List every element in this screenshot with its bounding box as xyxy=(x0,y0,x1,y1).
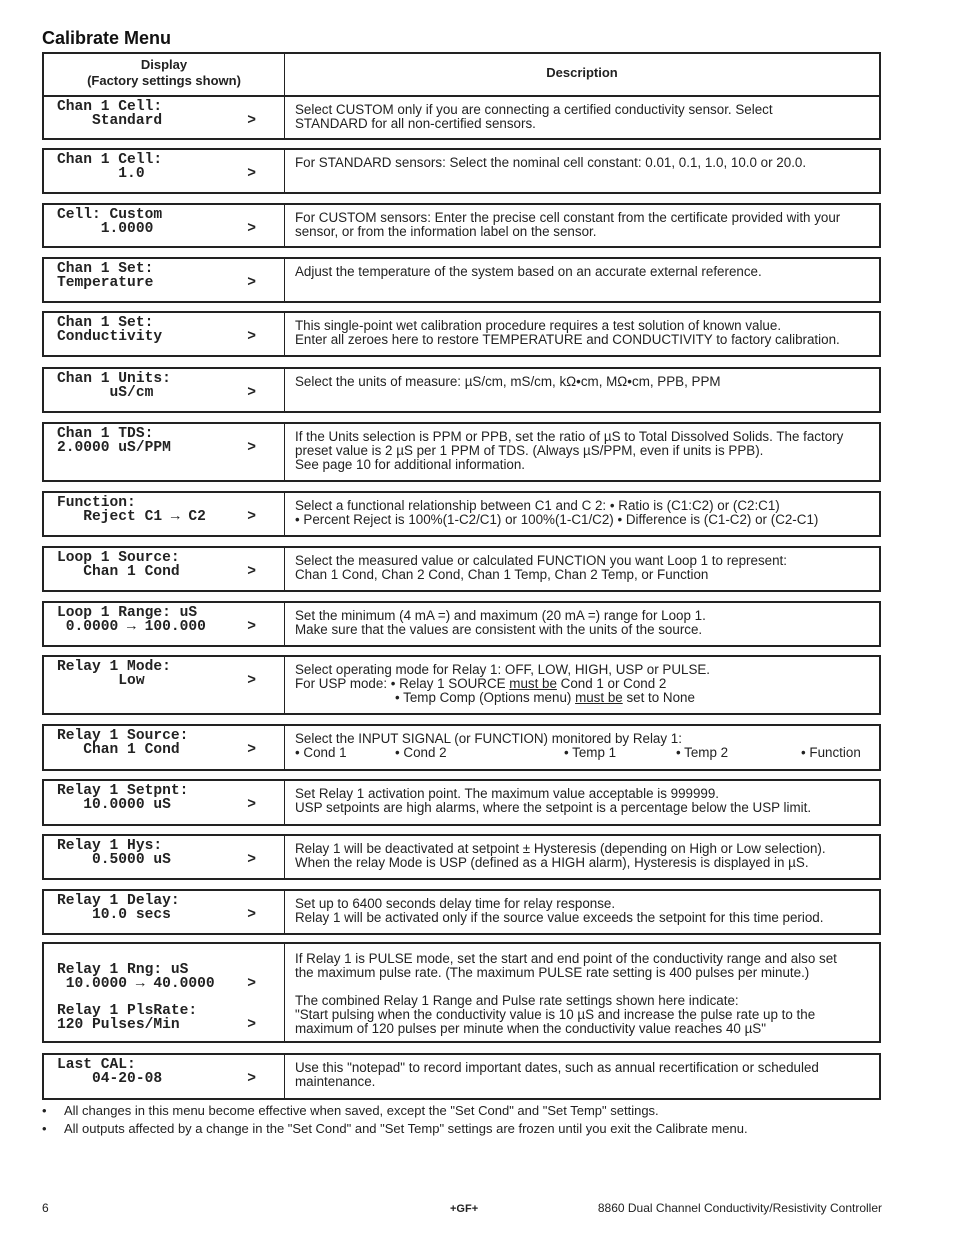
display-line: Chan 1 Set: xyxy=(57,315,154,331)
menu-row xyxy=(42,724,881,771)
next-arrow: > xyxy=(247,166,256,182)
description-line: Select the INPUT SIGNAL (or FUNCTION) monitored by Relay 1: xyxy=(295,731,682,746)
display-header-sublabel: (Factory settings shown) xyxy=(87,73,241,88)
next-arrow: > xyxy=(247,329,256,345)
next-arrow: > xyxy=(247,509,256,525)
row-description xyxy=(285,781,879,824)
display-line: Standard xyxy=(57,113,163,129)
menu-row xyxy=(42,367,881,413)
description-line xyxy=(295,746,869,760)
signal-option: • Cond 2 xyxy=(395,745,447,760)
display-line: Chan 1 Set: xyxy=(57,261,154,277)
description-line: USP setpoints are high alarms, where the setpoint is a percentage below the USP limit. xyxy=(295,800,812,815)
description-line: preset value is 2 µS per 1 PPM of TDS. (Always µS/PPM, even if units is PPB). xyxy=(295,443,764,458)
lcd-display xyxy=(44,97,285,138)
signal-option: • Temp 1 xyxy=(564,745,617,760)
description-line: "Start pulsing when the conductivity value is 10 µS and increase the pulse rate up to the xyxy=(295,1007,816,1022)
display-line: Chan 1 Cond xyxy=(57,742,180,758)
bullet: • xyxy=(42,1121,47,1136)
spacer xyxy=(295,980,869,994)
description-line: For STANDARD sensors: Select the nominal cell constant: 0.01, 0.1, 1.0, 10.0 or 20.0. xyxy=(295,155,807,170)
row-description xyxy=(285,424,879,480)
description-line: Adjust the temperature of the system based on an accurate external reference. xyxy=(295,264,762,279)
note-item xyxy=(42,1103,659,1118)
display-line: Relay 1 Source: xyxy=(57,728,189,744)
page-number: 6 xyxy=(42,1201,49,1215)
display-line: Relay 1 Hys: xyxy=(57,838,163,854)
description-line: Enter all zeroes here to restore TEMPERATURE and CONDUCTIVITY to factory calibration. xyxy=(295,332,840,347)
lcd-display xyxy=(44,493,285,535)
description-line: If the Units selection is PPM or PPB, set the ratio of µS to Total Dissolved Solids. The factory xyxy=(295,429,844,444)
display-line: Function: xyxy=(57,495,136,511)
signal-option: • Cond 1 xyxy=(295,745,347,760)
description-column-header: Description xyxy=(546,65,618,80)
next-arrow: > xyxy=(247,1071,256,1087)
next-arrow: > xyxy=(247,673,256,689)
display-line: 0.5000 uS xyxy=(57,852,171,868)
emphasis-text: must be xyxy=(509,676,557,691)
lcd-display xyxy=(44,205,285,246)
lcd-display xyxy=(44,891,285,933)
row-description xyxy=(285,205,879,246)
text: For USP mode: • Relay 1 SOURCE xyxy=(295,676,510,691)
next-arrow: > xyxy=(247,113,256,129)
row-description xyxy=(285,1055,879,1098)
lcd-display xyxy=(44,726,285,769)
description-line: Use this "notepad" to record important dates, such as annual recertification or scheduled xyxy=(295,1060,819,1075)
next-arrow: > xyxy=(247,221,256,237)
description-line: This single-point wet calibration procedure requires a test solution of known value. xyxy=(295,318,782,333)
text: set to None xyxy=(622,690,695,705)
display-line: Relay 1 Setpnt: xyxy=(57,783,189,799)
description-line: STANDARD for all non-certified sensors. xyxy=(295,116,536,131)
text: • Temp Comp (Options menu) xyxy=(395,690,576,705)
description-line: • Percent Reject is 100%(1-C2/C1) or 100%(1-C1/C2) • Difference is (C1-C2) or (C2-C1) xyxy=(295,512,819,527)
menu-row xyxy=(42,422,881,482)
display-line: 10.0000 → 40.0000 xyxy=(57,976,215,992)
display-line: Loop 1 Source: xyxy=(57,550,180,566)
product-name: 8860 Dual Channel Conductivity/Resistivity Controller xyxy=(597,1201,882,1215)
menu-row xyxy=(42,601,881,647)
display-line: 2.0000 uS/PPM xyxy=(57,440,171,456)
next-arrow: > xyxy=(247,440,256,456)
display-line: 120 Pulses/Min xyxy=(57,1017,180,1033)
signal-option: • Temp 2 xyxy=(676,745,729,760)
menu-row xyxy=(42,546,881,592)
description-line: For CUSTOM sensors: Enter the precise cell constant from the certificate provided with your xyxy=(295,210,841,225)
description-line: Select operating mode for Relay 1: OFF, LOW, HIGH, USP or PULSE. xyxy=(295,662,711,677)
menu-row xyxy=(42,203,881,248)
menu-row xyxy=(42,889,881,935)
display-line: Chan 1 Cond xyxy=(57,564,180,580)
lcd-display xyxy=(44,944,285,1041)
description-line: The combined Relay 1 Range and Pulse rate settings shown here indicate: xyxy=(295,993,739,1008)
note-text: All changes in this menu become effective when saved, except the "Set Cond" and "Set Temp" settings. xyxy=(64,1103,659,1118)
description-line: maintenance. xyxy=(295,1074,376,1089)
description-line: Set up to 6400 seconds delay time for relay response. xyxy=(295,896,616,911)
table-header xyxy=(42,52,881,97)
display-line: Relay 1 Mode: xyxy=(57,659,171,675)
next-arrow: > xyxy=(247,564,256,580)
row-description xyxy=(285,891,879,933)
lcd-display xyxy=(44,1055,285,1098)
description-line: maximum of 120 pulses per minute when the conductivity value reaches 40 µS" xyxy=(295,1021,766,1036)
row-description xyxy=(285,657,879,713)
display-line: 10.0000 uS xyxy=(57,797,171,813)
next-arrow: > xyxy=(247,907,256,923)
row-description xyxy=(285,836,879,878)
bullet: • xyxy=(42,1103,47,1118)
menu-row xyxy=(42,257,881,303)
description-line: If Relay 1 is PULSE mode, set the start and end point of the conductivity range and also set xyxy=(295,951,837,966)
description-line xyxy=(295,677,869,691)
display-line: Last CAL: xyxy=(57,1057,136,1073)
page-title: Calibrate Menu xyxy=(42,28,172,48)
menu-row xyxy=(42,834,881,880)
row-description xyxy=(285,313,879,355)
row-description xyxy=(285,944,879,1041)
next-arrow: > xyxy=(247,275,256,291)
lcd-display xyxy=(44,424,285,480)
menu-row xyxy=(42,491,881,537)
description-line: sensor, or from the information label on the sensor. xyxy=(295,224,597,239)
display-line: 10.0 secs xyxy=(57,907,171,923)
row-description xyxy=(285,369,879,411)
description-line: Set Relay 1 activation point. The maximum value acceptable is 999999. xyxy=(295,786,720,801)
description-line: When the relay Mode is USP (defined as a HIGH alarm), Hysteresis is displayed in µS. xyxy=(295,855,809,870)
lcd-display xyxy=(44,369,285,411)
display-line: Low xyxy=(57,673,145,689)
gf-logo: +GF+ xyxy=(450,1203,479,1215)
signal-option: • Function xyxy=(801,745,861,760)
description-line: Set the minimum (4 mA =) and maximum (20 mA =) range for Loop 1. xyxy=(295,608,706,623)
lcd-display xyxy=(44,259,285,301)
display-line: Conductivity xyxy=(57,329,163,345)
menu-row xyxy=(42,95,881,140)
display-line: Chan 1 Cell: xyxy=(57,152,163,168)
lcd-display xyxy=(44,548,285,590)
description-line: Make sure that the values are consistent with the units of the source. xyxy=(295,622,703,637)
display-line: Relay 1 Delay: xyxy=(57,893,180,909)
lcd-display xyxy=(44,150,285,192)
description-line xyxy=(295,691,869,705)
row-description xyxy=(285,548,879,590)
next-arrow: > xyxy=(247,1017,256,1033)
display-column-header xyxy=(44,54,285,95)
display-line: Reject C1 → C2 xyxy=(57,509,206,525)
lcd-display xyxy=(44,603,285,645)
next-arrow: > xyxy=(247,852,256,868)
display-line: Loop 1 Range: uS xyxy=(57,605,198,621)
row-description xyxy=(285,603,879,645)
text: Cond 1 or Cond 2 xyxy=(556,676,667,691)
next-arrow: > xyxy=(247,976,256,992)
lcd-display xyxy=(44,836,285,878)
display-line: Temperature xyxy=(57,275,154,291)
row-description xyxy=(285,493,879,535)
description-line: the maximum pulse rate. (The maximum PULSE rate setting is 400 pulses per minute.) xyxy=(295,965,810,980)
display-line: 1.0000 xyxy=(57,221,154,237)
menu-row xyxy=(42,148,881,194)
next-arrow: > xyxy=(247,742,256,758)
display-line: Cell: Custom xyxy=(57,207,163,223)
lcd-display xyxy=(44,313,285,355)
display-line: Relay 1 PlsRate: xyxy=(57,1003,198,1019)
description-line: Select the measured value or calculated FUNCTION you want Loop 1 to represent: xyxy=(295,553,787,568)
row-description xyxy=(285,726,879,769)
next-arrow: > xyxy=(247,385,256,401)
note-item xyxy=(42,1121,748,1136)
lcd-display xyxy=(44,657,285,713)
description-line: Relay 1 will be activated only if the source value exceeds the setpoint for this time period. xyxy=(295,910,824,925)
display-line: 1.0 xyxy=(57,166,145,182)
menu-row xyxy=(42,1053,881,1100)
menu-row xyxy=(42,655,881,715)
display-line: Chan 1 Units: xyxy=(57,371,171,387)
description-line: Relay 1 will be deactivated at setpoint ± Hysteresis (depending on High or Low selection). xyxy=(295,841,826,856)
display-line: uS/cm xyxy=(57,385,154,401)
menu-row xyxy=(42,779,881,826)
display-header-label: Display xyxy=(140,57,188,72)
emphasis-text: must be xyxy=(575,690,623,705)
row-description xyxy=(285,97,879,138)
description-line: Select a functional relationship between C1 and C 2: • Ratio is (C1:C2) or (C2:C1) xyxy=(295,498,780,513)
description-line: Chan 1 Cond, Chan 2 Cond, Chan 1 Temp, Chan 2 Temp, or Function xyxy=(295,567,709,582)
description-line: Select CUSTOM only if you are connecting a certified conductivity sensor. Select xyxy=(295,102,773,117)
menu-row xyxy=(42,942,881,1043)
display-line: Chan 1 Cell: xyxy=(57,99,163,115)
display-line: 0.0000 → 100.000 xyxy=(57,619,206,635)
note-text: All outputs affected by a change in the "Set Cond" and "Set Temp" settings are frozen until you exit the Calibrate menu. xyxy=(64,1121,748,1136)
display-line: 04-20-08 xyxy=(57,1071,163,1087)
next-arrow: > xyxy=(247,619,256,635)
lcd-display xyxy=(44,781,285,824)
display-line: Chan 1 TDS: xyxy=(57,426,154,442)
row-description xyxy=(285,150,879,192)
display-line: Relay 1 Rng: uS xyxy=(57,962,189,978)
row-description xyxy=(285,259,879,301)
description-line: Select the units of measure: µS/cm, mS/cm, kΩ•cm, MΩ•cm, PPB, PPM xyxy=(295,374,721,389)
next-arrow: > xyxy=(247,797,256,813)
menu-row xyxy=(42,311,881,357)
description-line: See page 10 for additional information. xyxy=(295,457,526,472)
